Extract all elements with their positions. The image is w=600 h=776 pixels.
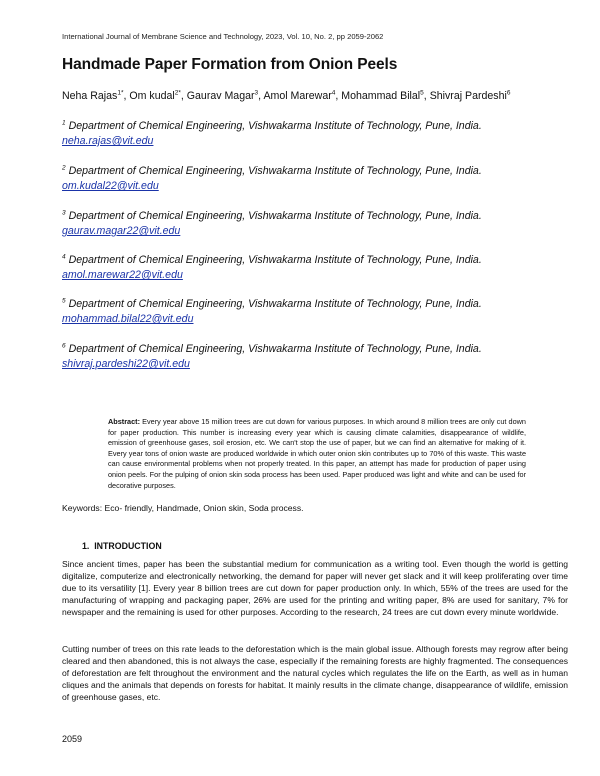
author-list: Neha Rajas$^{1*}$, Om kudal$^{2*}$, Gaurav Magar$^3$, Amol Marewar$^4$, Mohammad Bilal$^5$, Shivraj Pardeshi$^6$ [62, 89, 511, 102]
affiliation [62, 253, 482, 283]
affiliation [62, 119, 482, 149]
journal-header: International Journal of Membrane Science and Technology, 2023, Vol. 10, No. 2, pp 2059-2062 [62, 32, 384, 41]
affiliation-text: Department of Chemical Engineering, Vishwakarma Institute of Technology, Pune, India. [68, 120, 482, 132]
author-sup: 2* [174, 89, 181, 97]
author-name: Om kudal [129, 90, 175, 102]
keywords: Keywords: Eco- friendly, Handmade, Onion skin, Soda process. [62, 503, 304, 513]
page-number: 2059 [62, 734, 83, 744]
affiliation-number: 6 [62, 342, 66, 350]
affiliation-text: Department of Chemical Engineering, Vishwakarma Institute of Technology, Pune, India. [68, 210, 482, 222]
body-paragraph: Since ancient times, paper has been the substantial medium for communication as a writing tool. Even though the world is getting digitalize, computerize and electronically networking, the demand for paper will never get slack and it will keep proliferating over time due to its versatility [1]. Every year 8 billion trees are cut down for paper production only. In which, 55% of the trees are used for the manufacturing of wrapping and packaging paper, 26% are used for the printing and writing paper, 8% are used for sanitary, 7% for newspaper and the remaining is used for other purposes. According to the research, 24 trees are cut down every minute worldwide. [62, 559, 568, 617]
affiliation-number: 3 [62, 209, 66, 217]
affiliation [62, 164, 482, 194]
author-name: Neha Rajas [62, 90, 118, 102]
email-link[interactable]: om.kudal22@vit.edu [62, 180, 159, 192]
author-sup: 5 [420, 89, 424, 97]
abstract-text: Every year above 15 million trees are cut down for various purposes. In which around 8 million trees are only cut down for paper production. This number is increasing every year which is causing climate calamities, disappearance of wildlife, emission of greenhouse gases, soil erosion, etc. We can't stop the use of paper, but we can find an alternative for making of it. Every year tons of onion waste are produced worldwide in which outer onion skin contributes up to 70% of this waste. This waste can cause environmental problems when not properly treated. In this paper, an attempt has made for production of paper using onion peels. For the pulping of onion skin soda process has been used. Paper produced was light and white and can be used for decorative purposes. [108, 417, 526, 490]
author-name: Gaurav Magar [186, 90, 255, 102]
author-name: Shivraj Pardeshi [429, 90, 507, 102]
author-name: Mohammad Bilal [341, 90, 421, 102]
email-link[interactable]: gaurav.magar22@vit.edu [62, 225, 181, 237]
affiliation-number: 4 [62, 253, 66, 261]
affiliation [62, 297, 482, 327]
section-heading [82, 541, 162, 551]
affiliation-text: Department of Chemical Engineering, Vishwakarma Institute of Technology, Pune, India. [68, 254, 482, 266]
affiliation-number: 5 [62, 297, 66, 305]
affiliation [62, 342, 482, 372]
affiliation-number: 2 [62, 164, 66, 172]
email-link[interactable]: amol.marewar22@vit.edu [62, 269, 183, 281]
affiliation-text: Department of Chemical Engineering, Vishwakarma Institute of Technology, Pune, India. [68, 165, 482, 177]
section-title: INTRODUCTION [94, 541, 162, 551]
affiliation-text: Department of Chemical Engineering, Vishwakarma Institute of Technology, Pune, India. [68, 298, 482, 310]
author-sup: 3 [254, 89, 259, 97]
author-name: Amol Marewar [263, 90, 332, 102]
author-sup: 6 [506, 89, 511, 97]
affiliation-text: Department of Chemical Engineering, Vishwakarma Institute of Technology, Pune, India. [68, 343, 482, 355]
abstract-label: Abstract: [108, 417, 141, 426]
body-paragraph: Cutting number of trees on this rate leads to the deforestation which is the main global issue. Although forests may regrow after being cleared and then abandoned, this is not always the case, especially if the remaining forests are highly fragmented. The consequences of deforestation are felt throughout the environment and the natural cycles which regulates the life on the Earth, as well as in human cliques and the animals that depends on forests for habitat. It mainly results in the climate change, disappearance of wildlife, emission of greenhouse gases, etc. [62, 644, 568, 702]
section-number: 1. [82, 541, 90, 551]
author-sup: 4 [331, 89, 336, 97]
email-link[interactable]: mohammad.bilal22@vit.edu [62, 313, 194, 325]
paper-title: Handmade Paper Formation from Onion Peels [62, 56, 398, 73]
email-link[interactable]: shivraj.pardeshi22@vit.edu [62, 358, 190, 370]
author-sup: 1* [117, 89, 124, 97]
abstract [108, 417, 526, 491]
affiliation [62, 209, 482, 239]
email-link[interactable]: neha.rajas@vit.edu [62, 135, 154, 147]
affiliation-number: 1 [62, 119, 66, 127]
